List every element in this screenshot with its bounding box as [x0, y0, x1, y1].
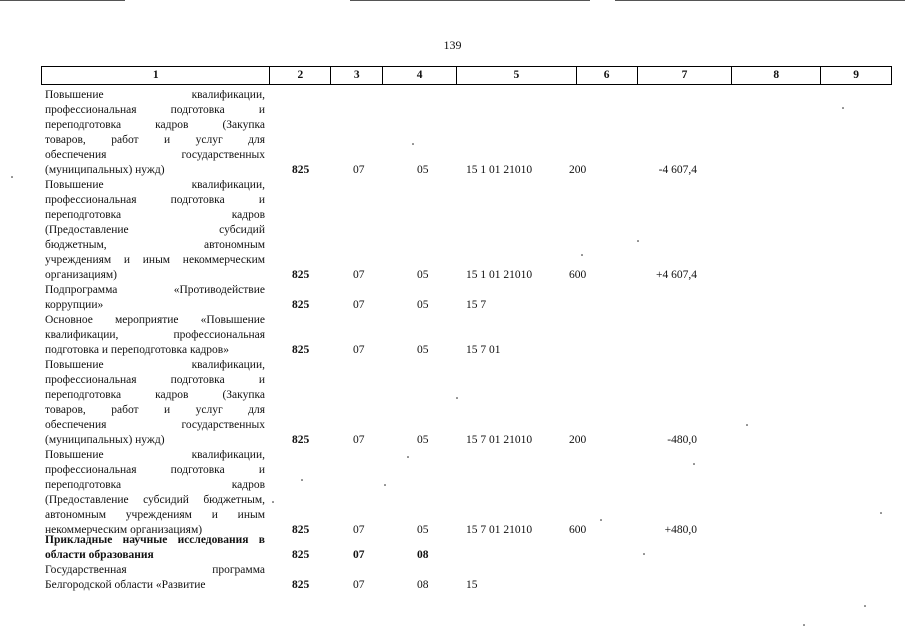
description-line: области образования: [45, 549, 154, 561]
section-cell: 07: [353, 164, 365, 176]
scan-speck: [581, 254, 583, 256]
scan-speck: [412, 143, 414, 145]
scan-speck: [643, 553, 645, 555]
row-description: [45, 533, 265, 563]
header-col-3: 3: [331, 67, 383, 84]
description-line: Подпрограмма «Противодействие: [45, 284, 265, 296]
description-line: переподготовка кадров: [45, 479, 265, 491]
description-line: Основное мероприятие «Повышение: [45, 314, 265, 326]
scan-speck: [842, 107, 844, 109]
amount-cell: -480,0: [667, 434, 697, 446]
header-col-7: 7: [638, 67, 733, 84]
code-cell: 825: [292, 434, 310, 446]
code-cell: 825: [292, 164, 310, 176]
description-line: организациям): [45, 269, 117, 281]
scan-speck: [600, 519, 602, 521]
header-col-1: 1: [42, 67, 270, 84]
target-article-cell: 15 1 01 21010: [466, 269, 533, 281]
header-col-4: 4: [383, 67, 457, 84]
expense-type-cell: 600: [569, 269, 587, 281]
scan-speck: [693, 463, 695, 465]
scan-speck: [746, 424, 748, 426]
scan-speck: [637, 240, 639, 242]
code-cell: 825: [292, 579, 310, 591]
scan-speck: [384, 484, 386, 486]
target-article-cell: 15: [466, 579, 478, 591]
description-line: автономным учреждениям и иным: [45, 509, 265, 521]
target-article-cell: 15 7 01 21010: [466, 434, 533, 446]
description-line: (муниципальных) нужд): [45, 164, 165, 176]
target-article-cell: 15 7 01 21010: [466, 524, 533, 536]
expense-type-cell: 600: [569, 524, 587, 536]
subsection-cell: 05: [417, 344, 429, 356]
amount-cell: +4 607,4: [656, 269, 697, 281]
amount-cell: +480,0: [664, 524, 697, 536]
description-line: профессиональная подготовка и: [45, 464, 265, 476]
row-description: [45, 358, 265, 448]
row-description: [45, 448, 265, 538]
scan-speck: [880, 512, 882, 514]
target-article-cell: 15 1 01 21010: [466, 164, 533, 176]
page-number: 139: [443, 38, 462, 52]
scan-speck: [407, 456, 409, 458]
description-line: квалификации, профессиональная: [45, 329, 265, 341]
description-line: некоммерческим организациям): [45, 524, 203, 536]
scan-speck: [301, 479, 303, 481]
description-line: коррупции»: [45, 299, 104, 311]
description-line: подготовка и переподготовка кадров»: [45, 344, 229, 356]
top-edge-line-right: [615, 0, 905, 1]
row-description: [45, 563, 265, 593]
target-article-cell: 15 7 01: [466, 344, 501, 356]
header-col-9: 9: [853, 69, 859, 81]
header-col-6: 6: [577, 67, 638, 84]
description-line: переподготовка кадров: [45, 209, 265, 221]
description-line: Белгородской области «Развитие: [45, 579, 206, 591]
code-cell: 825: [292, 524, 310, 536]
description-line: товаров, работ и услуг для: [45, 404, 265, 416]
code-cell: 825: [292, 299, 310, 311]
description-line: обеспечения государственных: [45, 419, 265, 431]
scan-speck: [864, 605, 866, 607]
top-edge-line-left: [0, 0, 125, 1]
header-col-2: 2: [270, 67, 331, 84]
description-line: Государственная программа: [45, 564, 265, 576]
description-line: (Предоставление субсидий бюджетным,: [45, 494, 265, 506]
expense-type-cell: 200: [569, 164, 587, 176]
row-description: [45, 88, 265, 178]
section-cell: 07: [353, 269, 365, 281]
scan-speck: [456, 397, 458, 399]
scan-speck: [803, 624, 805, 626]
top-edge-line-middle: [350, 0, 590, 1]
amount-cell: -4 607,4: [658, 164, 697, 176]
scan-speck: [272, 501, 274, 503]
description-line: товаров, работ и услуг для: [45, 134, 265, 146]
subsection-cell: 05: [417, 524, 429, 536]
description-line: бюджетным, автономным: [45, 239, 265, 251]
description-line: обеспечения государственных: [45, 149, 265, 161]
description-line: переподготовка кадров (Закупка: [45, 389, 265, 401]
description-line: профессиональная подготовка и: [45, 194, 265, 206]
table-header: [41, 66, 892, 85]
description-line: Повышение квалификации,: [45, 359, 265, 371]
description-line: профессиональная подготовка и: [45, 374, 265, 386]
scan-speck: [11, 176, 13, 178]
subsection-cell: 05: [417, 299, 429, 311]
code-cell: 825: [292, 269, 310, 281]
description-line: (Предоставление субсидий: [45, 224, 265, 236]
description-line: Прикладные научные исследования в: [45, 534, 265, 546]
subsection-cell: 08: [417, 579, 429, 591]
expense-type-cell: 200: [569, 434, 587, 446]
row-description: [45, 283, 265, 313]
subsection-cell: 05: [417, 164, 429, 176]
section-cell: 07: [353, 524, 365, 536]
description-line: переподготовка кадров (Закупка: [45, 119, 265, 131]
section-cell: 07: [353, 434, 365, 446]
code-cell: 825: [292, 344, 310, 356]
description-line: Повышение квалификации,: [45, 89, 265, 101]
description-line: Повышение квалификации,: [45, 449, 265, 461]
description-line: Повышение квалификации,: [45, 179, 265, 191]
section-cell: 07: [353, 344, 365, 356]
subsection-cell: 05: [417, 269, 429, 281]
subsection-cell: 05: [417, 434, 429, 446]
description-line: (муниципальных) нужд): [45, 434, 165, 446]
header-col-5: 5: [457, 67, 577, 84]
row-description: [45, 178, 265, 283]
section-cell: 07: [353, 299, 365, 311]
description-line: учреждениям и иным некоммерческим: [45, 254, 265, 266]
row-description: [45, 313, 265, 358]
code-cell: 825: [292, 549, 310, 561]
section-cell: 07: [353, 549, 365, 561]
target-article-cell: 15 7: [466, 299, 487, 311]
subsection-cell: 08: [417, 549, 429, 561]
section-cell: 07: [353, 579, 365, 591]
header-col-8: 8: [732, 67, 821, 84]
description-line: профессиональная подготовка и: [45, 104, 265, 116]
